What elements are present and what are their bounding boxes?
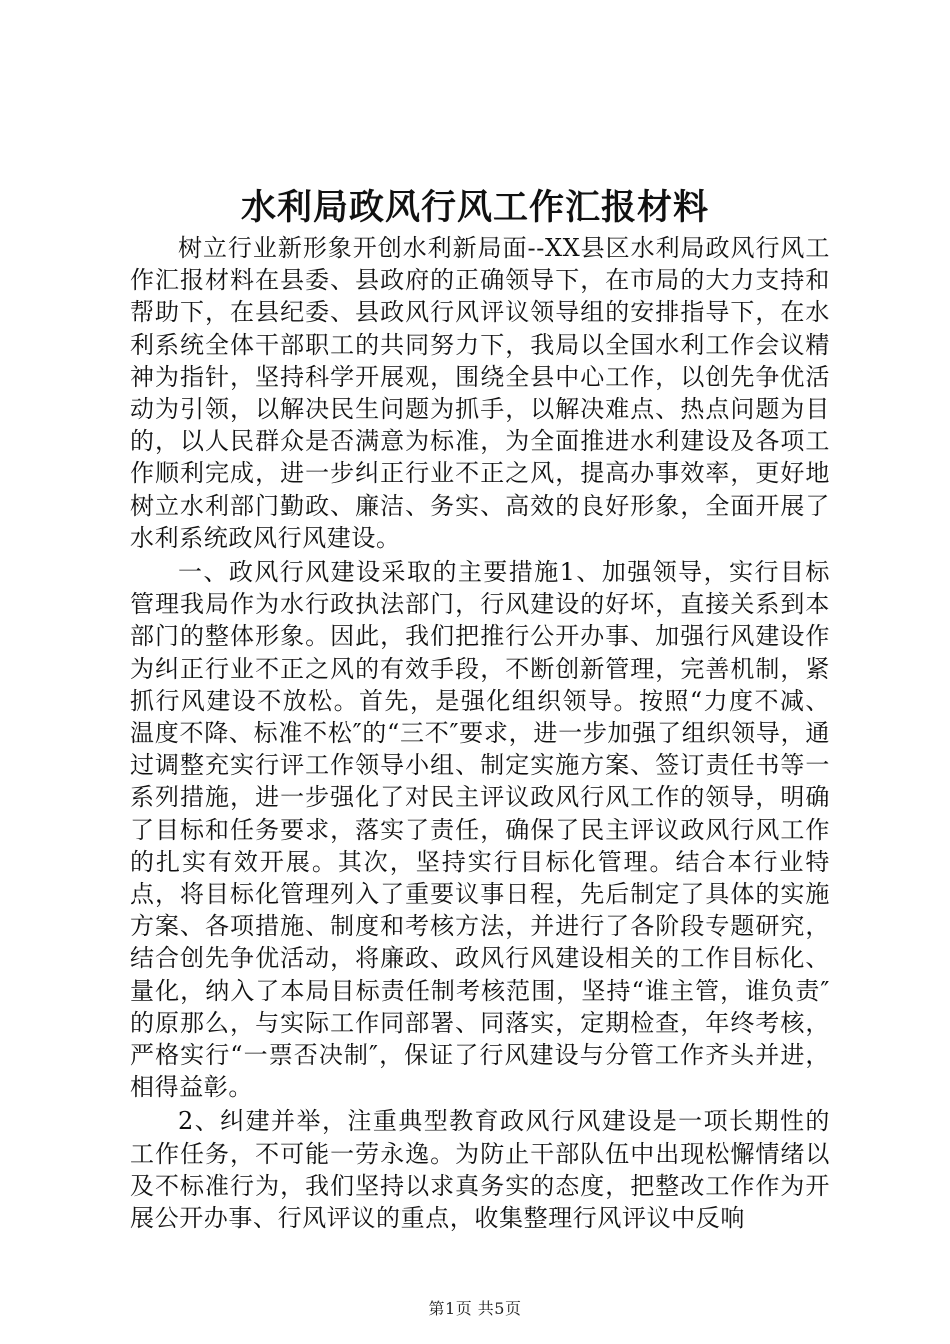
paragraph-intro: 树立行业新形象开创水利新局面--XX县区水利局政风行风工作汇报材料在县委、县政府的正确领导下，在市局的大力支持和帮助下，在县纪委、县政风行风评议领导组的安排指导下，在水利系统全体干部职工的共同努力下，我局以全国水利工作会议精神为指针，坚持科学开展观，围绕全县中心工作，以创先争优活动为引领，以解决民生问题为抓手，以解决难点、热点问题为目的，以人民群众是否满意为标准，为全面推进水利建设及各项工作顺利完成，进一步纠正行业不正之风，提高办事效率，更好地树立水利部门勤政、廉洁、务实、高效的良好形象，全面开展了水利系统政风行风建设。 bbox=[130, 234, 830, 552]
document-body bbox=[130, 232, 830, 1234]
document-title: 水利局政风行风工作汇报材料 bbox=[240, 187, 709, 228]
paragraph-section-one: 一、政风行风建设采取的主要措施1、加强领导，实行目标管理我局作为水行政执法部门，行风建设的好坏，直接关系到本部门的整体形象。因此，我们把推行公开办事、加强行风建设作为纠正行业不正之风的有效手段，不断创新管理，完善机制，紧抓行风建设不放松。首先，是强化组织领导。按照“力度不减、温度不降、标准不松″的“三不″要求，进一步加强了组织领导，通过调整充实行评工作领导小组、制定实施方案、签订责任书等一系列措施，进一步强化了对民主评议政风行风工作的领导，明确了目标和任务要求，落实了责任，确保了民主评议政风行风工作的扎实有效开展。其次，坚持实行目标化管理。结合本行业特点，将目标化管理列入了重要议事日程，先后制定了具体的实施方案、各项措施、制度和考核方法，并进行了各阶段专题研究，结合创先争优活动，将廉政、政风行风建设相关的工作目标化、量化，纳入了本局目标责任制考核范围，坚持“谁主管，谁负责″的原那么，与实际工作同部署、同落实，定期检查，年终考核，严格实行“一票否决制″，保证了行风建设与分管工作齐头并进，相得益彰。 bbox=[130, 558, 830, 1102]
paragraph-section-two: 2、纠建并举，注重典型教育政风行风建设是一项长期性的工作任务，不可能一劳永逸。为防止干部队伍中出现松懈情绪以及不标准行为，我们坚持以求真务实的态度，把整改工作作为开展公开办事、行风评议的重点，收集整理行风评议中反响 bbox=[130, 1107, 830, 1233]
page-footer: 第1页 共5页 bbox=[428, 1299, 522, 1318]
